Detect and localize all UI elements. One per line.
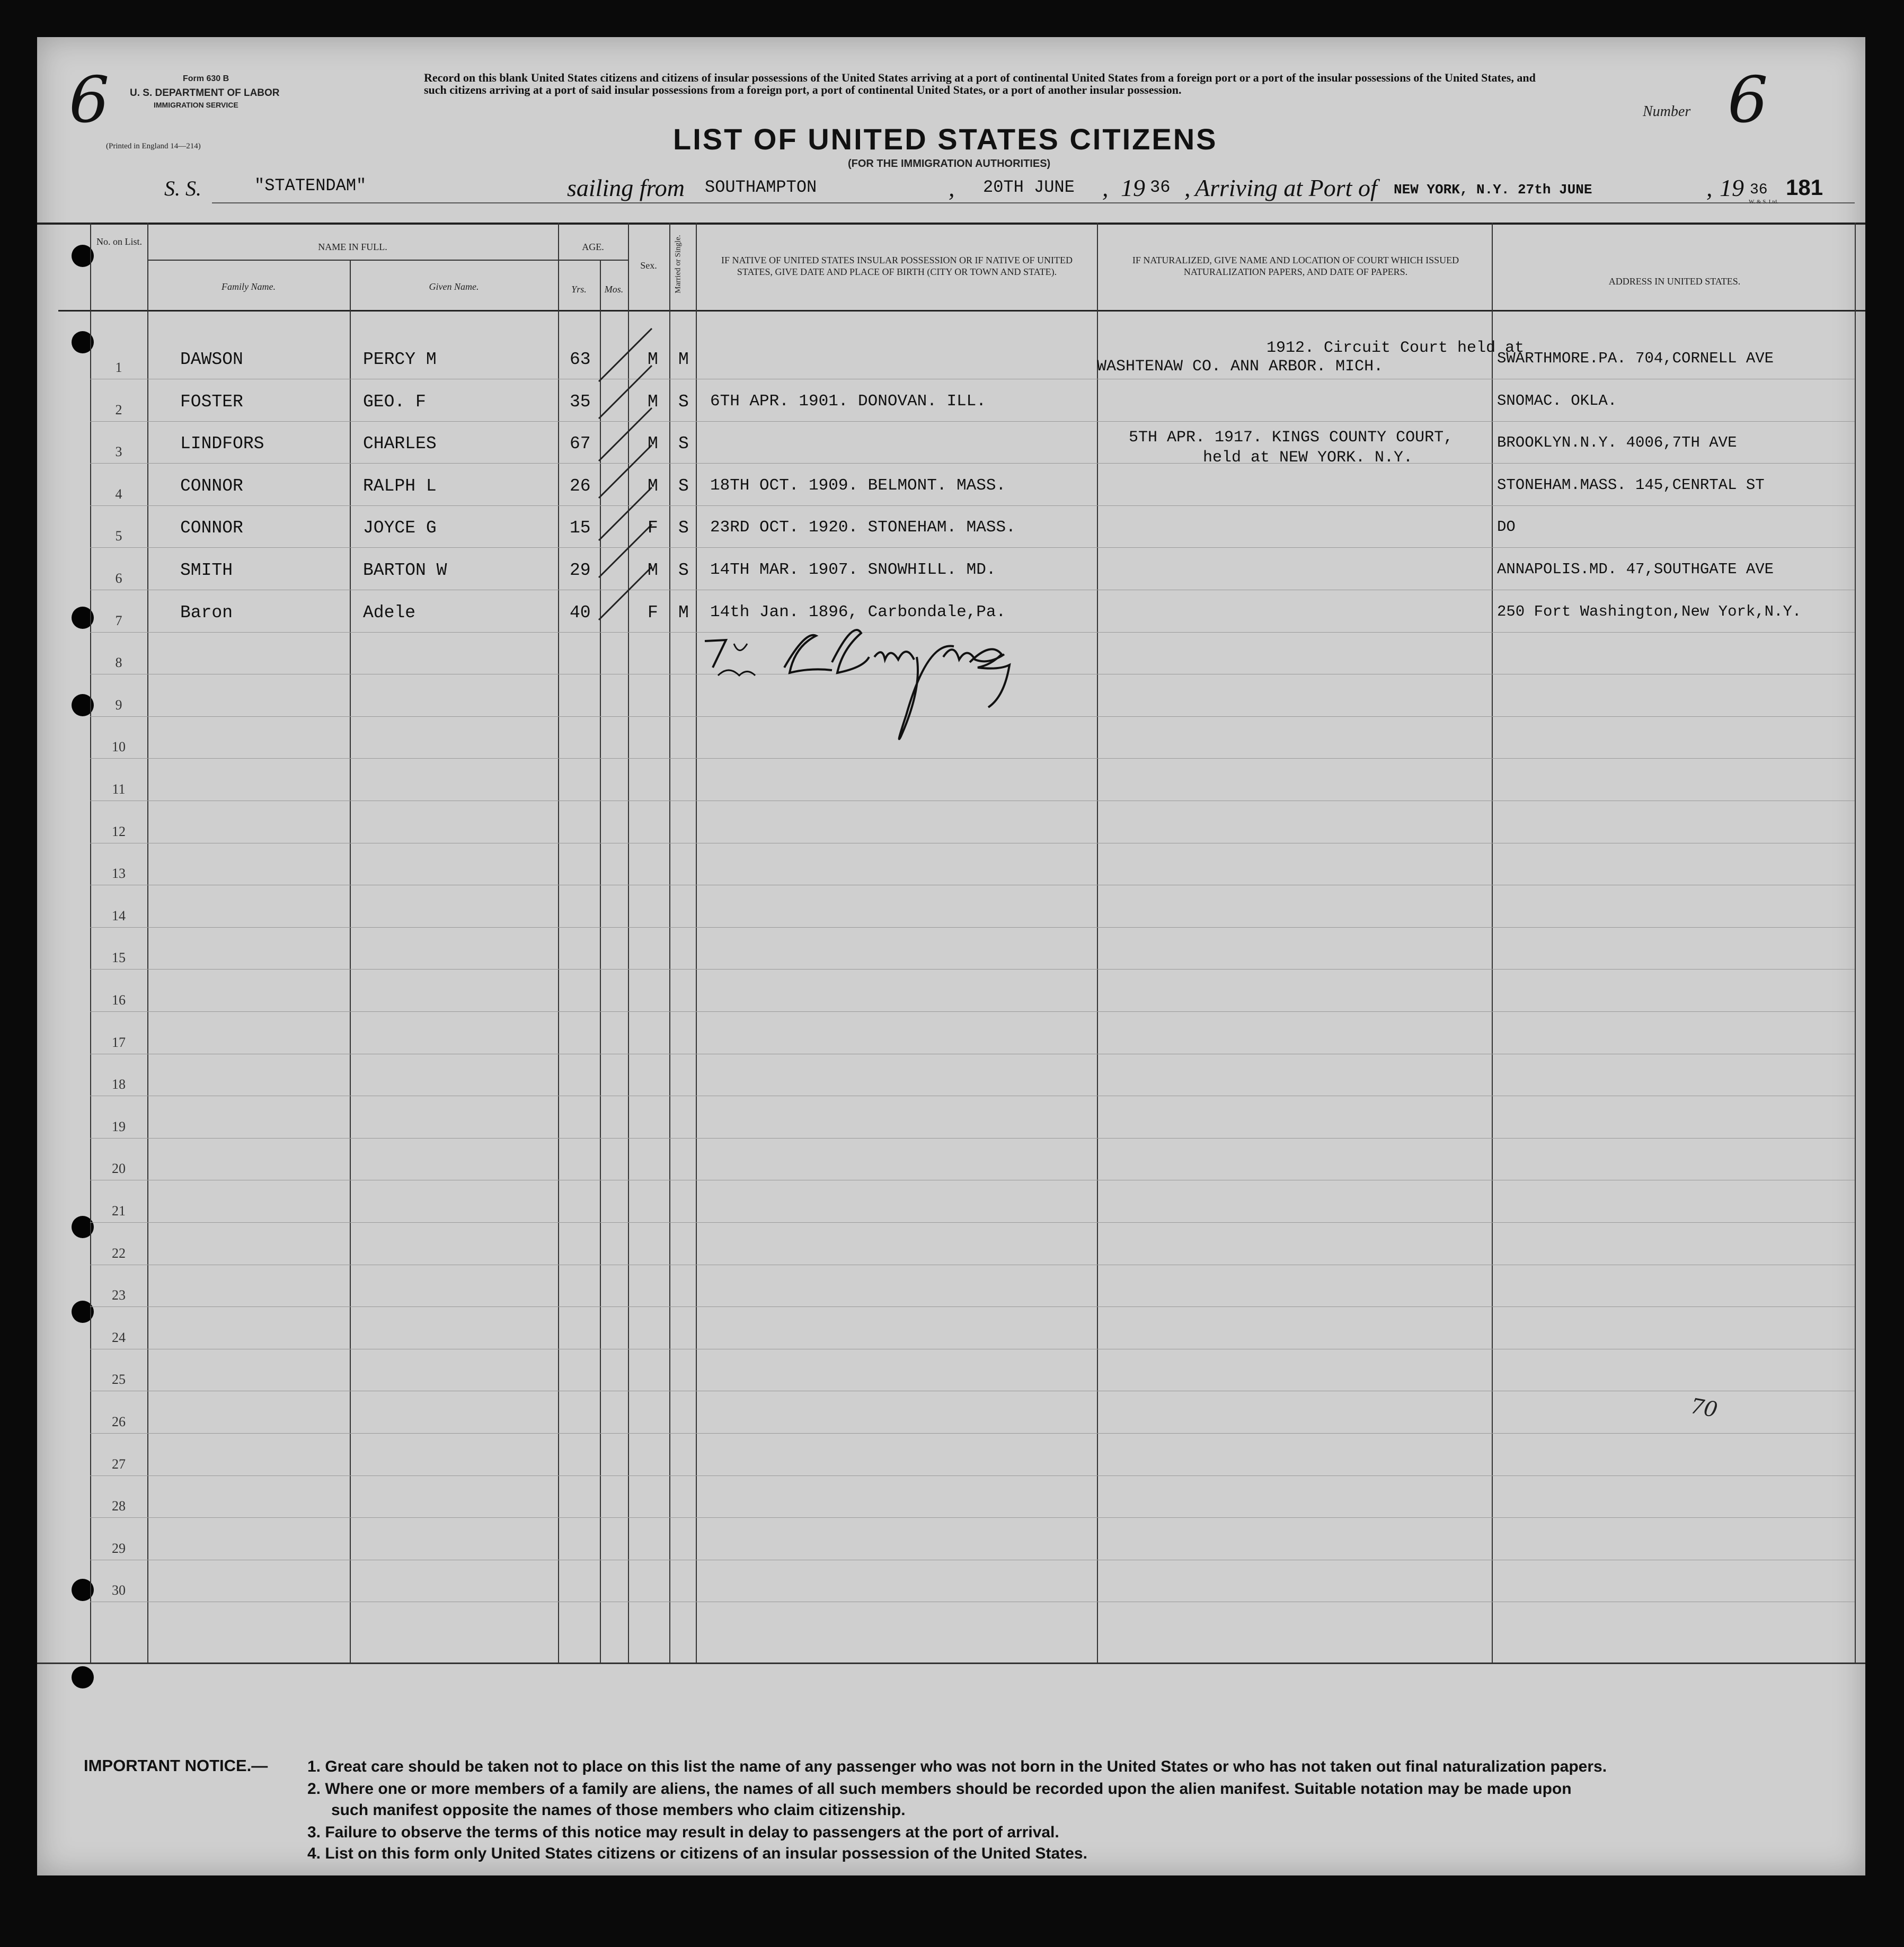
age-subrule <box>558 260 628 261</box>
row-number: 13 <box>112 866 126 882</box>
header-bottom-rule <box>58 310 1865 312</box>
given-name: RALPH L <box>363 476 437 496</box>
row-number: 30 <box>112 1583 126 1598</box>
row-number: 20 <box>112 1161 126 1177</box>
row-number: 3 <box>115 444 122 460</box>
address: 250 Fort Washington,New York,N.Y. <box>1497 602 1802 620</box>
col-rule <box>1855 223 1856 1664</box>
naturalization-line-2: WASHTENAW CO. ANN ARBOR. MICH. <box>1097 358 1384 376</box>
col-rule <box>350 260 351 1664</box>
row-rule <box>90 1517 1855 1518</box>
col-naturalized: IF NATURALIZED, GIVE NAME AND LOCATION OF COURT WHICH ISSUED NATURALIZATION PAPERS, AND DATE OF PAPERS. <box>1132 255 1459 277</box>
row-number: 9 <box>115 697 122 713</box>
manifest-sheet <box>37 37 1865 1875</box>
given-name: JOYCE G <box>363 518 437 538</box>
service: IMMIGRATION SERVICE <box>154 101 238 109</box>
married-single: M <box>678 602 689 623</box>
family-name: SMITH <box>180 561 233 580</box>
sex: M <box>648 561 658 580</box>
family-name: CONNOR <box>180 518 243 538</box>
comma: , <box>1706 174 1713 201</box>
date-from: 20TH JUNE <box>983 177 1075 197</box>
row-number: 10 <box>112 739 126 755</box>
row-number: 25 <box>112 1372 126 1388</box>
birth-info: 14th Jan. 1896, Carbondale,Pa. <box>710 602 1006 621</box>
col-rule <box>90 223 91 1664</box>
given-name: CHARLES <box>363 434 437 454</box>
row-rule <box>90 1475 1855 1476</box>
col-age: AGE. <box>582 242 604 252</box>
tick-mark <box>599 567 652 620</box>
given-name: PERCY M <box>363 350 437 369</box>
form-number: Form 630 B <box>183 74 229 83</box>
family-name: DAWSON <box>180 350 243 369</box>
birth-info: 14TH MAR. 1907. SNOWHILL. MD. <box>710 561 996 579</box>
row-rule <box>90 1306 1855 1307</box>
row-number: 11 <box>112 781 126 797</box>
row-rule <box>90 1138 1855 1139</box>
col-sex: Sex. <box>640 260 657 271</box>
address: DO <box>1497 518 1516 536</box>
col-given-name: Given Name. <box>429 281 479 292</box>
row-rule <box>90 547 1855 548</box>
col-married: Married or Single. <box>674 235 683 294</box>
row-rule <box>90 1433 1855 1434</box>
table-top-rule <box>37 223 1865 225</box>
row-number: 1 <box>115 360 122 375</box>
row-number: 19 <box>112 1118 126 1134</box>
row-number: 18 <box>112 1077 126 1092</box>
address: BROOKLYN.N.Y. 4006,7TH AVE <box>1497 434 1737 452</box>
row-number: 2 <box>115 402 122 417</box>
sex: M <box>648 392 658 412</box>
margin-note: 70 <box>1688 1393 1720 1423</box>
sex: M <box>648 476 658 496</box>
ss-label: S. S. <box>164 176 201 200</box>
row-rule <box>90 1011 1855 1012</box>
naturalization-line-1: 5TH APR. 1917. KINGS COUNTY COURT, <box>1129 429 1454 447</box>
row-rule <box>90 421 1855 422</box>
row-number: 17 <box>112 1034 126 1050</box>
notice-item-1: 1. Great care should be taken not to place on this list the name of any passenger who was not born in the United States or who has not taken out final naturalization papers. <box>307 1758 1607 1775</box>
married-single: S <box>678 434 689 454</box>
instructions: Record on this blank United States citizens and citizens of insular possessions of the United States arriving at a port of continental United States from a foreign port or a port of the insular possessions of the United States, and such citizens arriving at a port of said insular possessions from a foreign port, a port of continental United States, or a port of another insular possession. <box>424 71 1536 96</box>
address: ANNAPOLIS.MD. 47,SOUTHGATE AVE <box>1497 561 1774 578</box>
row-number: 4 <box>115 486 122 502</box>
col-rule <box>147 223 148 1664</box>
age-years: 29 <box>570 561 591 580</box>
name-subrule <box>147 260 558 261</box>
col-family-name: Family Name. <box>222 281 276 292</box>
row-number: 28 <box>112 1498 126 1514</box>
sex: F <box>648 602 658 623</box>
port-to: NEW YORK, N.Y. 27th JUNE <box>1394 182 1592 198</box>
age-years: 40 <box>570 602 591 623</box>
family-name: FOSTER <box>180 392 243 412</box>
notice-item-2: 2. Where one or more members of a family are aliens, the names of all such members should be recorded upon the alien manifest. Suitable notation may be made upon <box>307 1780 1572 1798</box>
age-years: 26 <box>570 476 591 496</box>
page-mark: 6 <box>69 64 110 137</box>
naturalization-line-2: held at NEW YORK. N.Y. <box>1203 449 1413 467</box>
married-single: S <box>678 392 689 412</box>
punch-hole <box>72 1666 94 1688</box>
sex: M <box>648 350 658 369</box>
notice-heading: IMPORTANT NOTICE.— <box>84 1756 268 1775</box>
row-number: 24 <box>112 1329 126 1345</box>
row-number: 12 <box>112 823 126 839</box>
row-number: 14 <box>112 908 126 923</box>
col-birth: IF NATIVE OF UNITED STATES INSULAR POSSESSION OR IF NATIVE OF UNITED STATES, GIVE DATE AND PLACE OF BIRTH (CITY OR TOWN AND STATE). <box>721 255 1073 277</box>
year-to: 36 <box>1750 182 1768 198</box>
row-number: 29 <box>112 1540 126 1556</box>
stamp-number: 181 <box>1786 175 1823 200</box>
col-rule <box>1097 223 1098 1664</box>
number-label: Number <box>1643 103 1691 120</box>
notice-item-4: 4. List on this form only United States citizens or citizens of an insular possession of the United States. <box>307 1845 1087 1862</box>
birth-info: 18TH OCT. 1909. BELMONT. MASS. <box>710 476 1006 495</box>
port-from: SOUTHAMPTON <box>705 177 817 197</box>
col-address: ADDRESS IN UNITED STATES. <box>1608 276 1741 287</box>
department: U. S. DEPARTMENT OF LABOR <box>130 87 280 99</box>
given-name: GEO. F <box>363 392 426 412</box>
row-rule <box>90 1222 1855 1223</box>
age-years: 15 <box>570 518 591 538</box>
col-name-in-full: NAME IN FULL. <box>318 242 387 252</box>
age-years: 63 <box>570 350 591 369</box>
family-name: Baron <box>180 602 233 623</box>
row-number: 26 <box>112 1414 126 1429</box>
row-rule <box>90 927 1855 928</box>
row-rule <box>90 505 1855 506</box>
row-number: 5 <box>115 528 122 544</box>
row-number: 15 <box>112 950 126 966</box>
col-rule <box>1492 223 1493 1664</box>
row-rule <box>90 758 1855 759</box>
age-years: 67 <box>570 434 591 454</box>
comma: , <box>949 174 955 201</box>
col-no: No. on List. <box>96 236 142 247</box>
year-prefix-2: 19 <box>1720 174 1744 201</box>
row-number: 27 <box>112 1456 126 1472</box>
row-number: 6 <box>115 571 122 586</box>
given-name: BARTON W <box>363 561 447 580</box>
row-number: 22 <box>112 1245 126 1261</box>
comma: , <box>1102 174 1109 201</box>
row-number: 21 <box>112 1203 126 1219</box>
col-yrs: Yrs. <box>571 284 587 295</box>
address: SNOMAC. OKLA. <box>1497 392 1617 410</box>
table-bottom-rule <box>37 1662 1865 1664</box>
arriving-label: Arriving at Port of <box>1195 174 1377 201</box>
married-single: S <box>678 518 689 538</box>
married-single: S <box>678 561 689 580</box>
year-from: 36 <box>1150 177 1171 197</box>
notice-item-3: 3. Failure to observe the terms of this notice may result in delay to passengers at the port of arrival. <box>307 1824 1059 1841</box>
notice-item-2-cont: such manifest opposite the names of those members who claim citizenship. <box>331 1801 906 1819</box>
printer-mark: W. & S. Ltd. <box>1749 199 1778 205</box>
row-number: 8 <box>115 655 122 671</box>
row-number: 23 <box>112 1287 126 1303</box>
row-number: 16 <box>112 992 126 1008</box>
birth-info: 23RD OCT. 1920. STONEHAM. MASS. <box>710 518 1016 537</box>
sex: M <box>648 434 658 454</box>
sailing-label: sailing from <box>567 174 685 201</box>
married-single: M <box>678 350 689 369</box>
row-rule <box>90 463 1855 464</box>
birth-info: 6TH APR. 1901. DONOVAN. ILL. <box>710 392 986 411</box>
row-rule <box>90 969 1855 970</box>
address: SWARTHMORE.PA. 704,CORNELL AVE <box>1497 350 1774 367</box>
year-prefix: 19 <box>1121 174 1145 201</box>
row-number: 7 <box>115 612 122 628</box>
married-single: S <box>678 476 689 496</box>
family-name: CONNOR <box>180 476 243 496</box>
comma: , <box>1184 174 1191 201</box>
col-rule <box>558 223 559 1664</box>
address: STONEHAM.MASS. 145,CENRTAL ST <box>1497 476 1765 494</box>
page-subtitle: (FOR THE IMMIGRATION AUTHORITIES) <box>848 158 1051 170</box>
voyage-rule <box>212 202 1855 203</box>
ship-name: "STATENDAM" <box>254 176 367 195</box>
signature-text <box>694 625 695 626</box>
family-name: LINDFORS <box>180 434 264 454</box>
sex: F <box>648 518 658 538</box>
page-title: LIST OF UNITED STATES CITIZENS <box>673 122 1218 156</box>
number-value: 6 <box>1728 64 1768 137</box>
printed-in: (Printed in England 14—214) <box>106 142 201 150</box>
naturalization-line-1: 1912. Circuit Court held at <box>1267 339 1525 357</box>
col-mos: Mos. <box>604 284 624 295</box>
age-years: 35 <box>570 392 591 412</box>
given-name: Adele <box>363 602 416 623</box>
inspector-signature <box>694 625 1065 747</box>
